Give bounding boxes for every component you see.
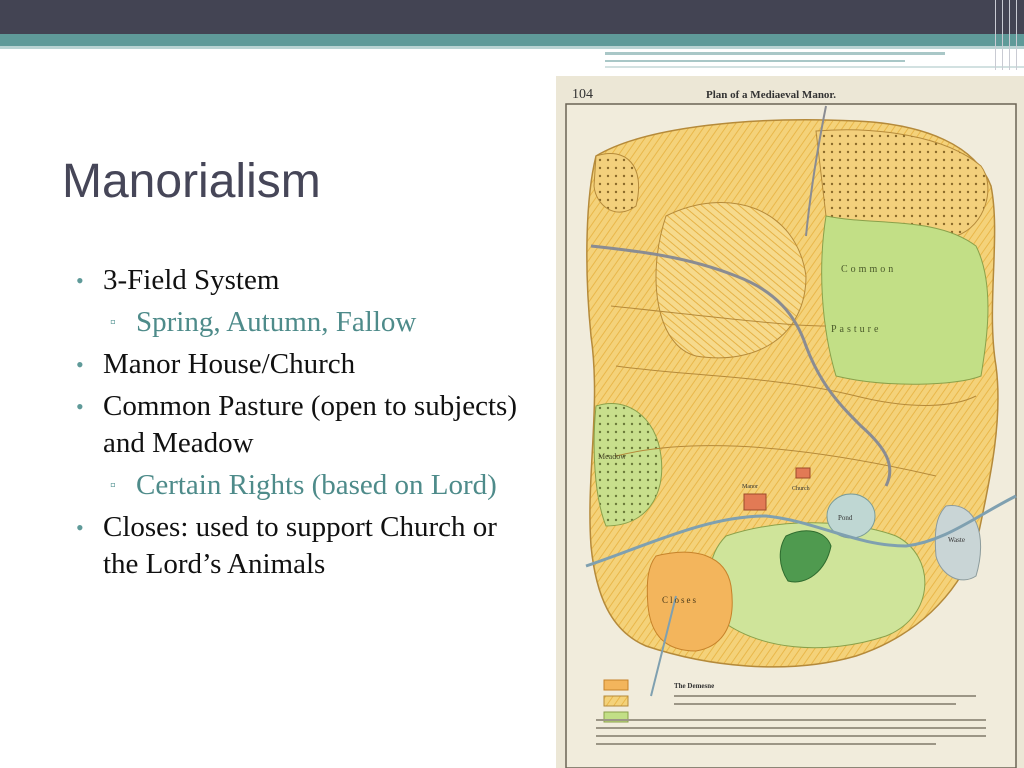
map-label-pasture: Pasture [831,324,882,335]
header-stripe [605,66,1024,68]
sub-bullet-text: Certain Rights (based on Lord) [136,469,497,501]
map-label-meadow: Meadow [598,452,626,461]
map-page-number: 104 [572,87,593,102]
header-accent-band [0,34,1024,46]
header-rule [1009,0,1010,70]
bullet-text: 3-Field System [103,264,280,296]
bullet-dot-icon: • [76,394,84,419]
manor-map-image [556,76,1024,768]
square-bullet-icon: ▫ [110,314,116,331]
bullet-item [72,388,532,462]
bullet-item [72,262,532,299]
header-rule [1016,0,1017,70]
map-label-pond: Pond [838,514,853,522]
legend-swatch-demesne [604,680,628,690]
square-bullet-icon: ▫ [110,477,116,494]
header-rule [1002,0,1003,70]
map-label-closes: Closes [662,595,699,605]
legend-title: The Demesne [674,682,715,690]
bullet-dot-icon: • [76,352,84,377]
header-bar [0,0,1024,34]
sub-bullet-item [72,304,532,341]
common-pasture [822,216,988,384]
slide-title: Manorialism [62,155,321,208]
header-rule [995,0,996,70]
bullet-list [72,262,532,588]
bullet-text: Manor House/Church [103,348,356,380]
map-title: Plan of a Mediaeval Manor. [706,89,837,101]
bullet-item [72,509,532,583]
map-label-church: Church [792,486,810,492]
bullet-text: Common Pasture (open to subjects) and Meadow [103,390,518,459]
bullet-item [72,346,532,383]
bullet-dot-icon: • [76,515,84,540]
map-label-manor: Manor [742,484,758,490]
bullet-dot-icon: • [76,268,84,293]
header-stripe [605,52,945,55]
legend-swatch-strips [604,696,628,706]
map-label-waste: Waste [948,536,965,544]
manor-house [744,494,766,510]
sub-bullet-item [72,467,532,504]
map-label-common: Common [841,264,897,275]
header-stripe [605,60,905,62]
sub-bullet-text: Spring, Autumn, Fallow [136,306,417,338]
header-accent-line [0,46,1024,49]
church-building [796,468,810,478]
bullet-text: Closes: used to support Church or the Lord’s Animals [103,511,497,580]
